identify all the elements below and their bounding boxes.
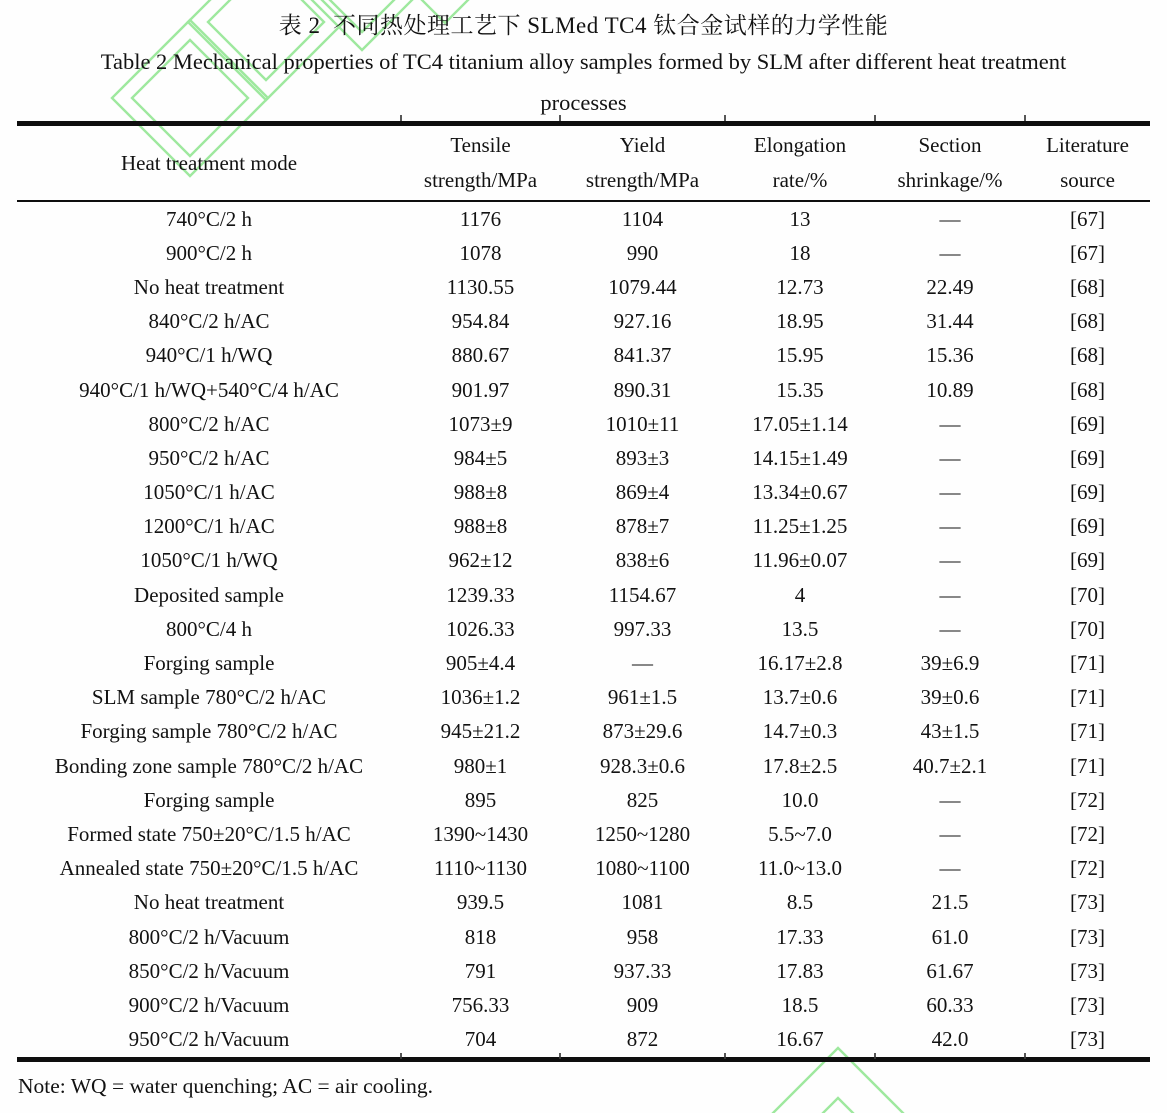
cell-section-shrinkage: 60.33 xyxy=(926,992,974,1017)
cell-literature-source: [73] xyxy=(1070,924,1105,949)
cell-tensile-strength: 1239.33 xyxy=(446,582,515,607)
cell-elongation-rate: 13 xyxy=(789,206,811,231)
mechanical-properties-table xyxy=(17,121,1150,1062)
table-row xyxy=(17,646,1150,680)
header-label: Heat treatment mode xyxy=(120,150,298,175)
cell-tensile-strength: 756.33 xyxy=(451,992,510,1017)
cell-elongation-rate: 17.05±1.14 xyxy=(752,411,848,436)
cell-literature-source: [69] xyxy=(1070,445,1105,470)
table-row xyxy=(17,817,1150,851)
cell-section-shrinkage: — xyxy=(939,411,961,436)
header-label: strength/MPa xyxy=(585,168,700,192)
cell-heat-treatment-mode: Annealed state 750±20°C/1.5 h/AC xyxy=(59,856,359,881)
cell-yield-strength: 1104 xyxy=(621,206,664,231)
cell-heat-treatment-mode: 800°C/4 h xyxy=(166,616,252,641)
table-row xyxy=(17,715,1150,749)
cell-yield-strength: 1079.44 xyxy=(608,274,677,299)
cell-heat-treatment-mode: 800°C/2 h/AC xyxy=(148,411,270,436)
cell-section-shrinkage: 10.89 xyxy=(926,377,974,402)
cell-section-shrinkage: — xyxy=(939,548,961,573)
table-footnote: Note: WQ = water quenching; AC = air cooling. xyxy=(18,1074,433,1098)
table-row xyxy=(17,886,1150,920)
cell-literature-source: [71] xyxy=(1070,719,1105,744)
cell-yield-strength: 873±29.6 xyxy=(602,719,683,744)
cell-literature-source: [71] xyxy=(1070,651,1105,676)
cell-tensile-strength: 905±4.4 xyxy=(445,651,516,676)
cell-section-shrinkage: 21.5 xyxy=(931,890,969,915)
cell-section-shrinkage: 61.0 xyxy=(931,924,969,949)
cell-elongation-rate: 11.96±0.07 xyxy=(752,548,848,573)
cell-section-shrinkage: 43±1.5 xyxy=(920,719,980,744)
cell-tensile-strength: 1036±1.2 xyxy=(440,685,521,710)
cell-heat-treatment-mode: Deposited sample xyxy=(134,582,284,607)
cell-literature-source: [67] xyxy=(1070,206,1105,231)
header-label: shrinkage/% xyxy=(897,168,1003,192)
cell-heat-treatment-mode: Forging sample xyxy=(143,651,275,676)
cell-yield-strength: 878±7 xyxy=(615,514,670,539)
cell-tensile-strength: 1073±9 xyxy=(448,411,513,436)
cell-literature-source: [69] xyxy=(1070,514,1105,539)
cell-heat-treatment-mode: 850°C/2 h/Vacuum xyxy=(128,958,290,983)
table-row xyxy=(17,441,1150,475)
cell-tensile-strength: 939.5 xyxy=(456,890,505,915)
cell-elongation-rate: 5.5~7.0 xyxy=(768,821,832,846)
col-header-yield-strength xyxy=(560,124,725,202)
cell-heat-treatment-mode: Bonding zone sample 780°C/2 h/AC xyxy=(54,753,364,778)
cell-yield-strength: 937.33 xyxy=(613,958,672,983)
table-row xyxy=(17,339,1150,373)
cell-heat-treatment-mode: 800°C/2 h/Vacuum xyxy=(128,924,290,949)
table-row xyxy=(17,201,1150,236)
cell-heat-treatment-mode: 950°C/2 h/Vacuum xyxy=(128,1027,290,1052)
cell-yield-strength: 838±6 xyxy=(615,548,670,573)
cell-literature-source: [73] xyxy=(1070,890,1105,915)
cell-tensile-strength: 818 xyxy=(464,924,497,949)
table-row xyxy=(17,305,1150,339)
cell-yield-strength: 1250~1280 xyxy=(594,821,691,846)
cell-section-shrinkage: — xyxy=(939,206,961,231)
table-row xyxy=(17,578,1150,612)
header-label: rate/% xyxy=(772,168,828,192)
cell-tensile-strength: 1078 xyxy=(459,240,502,265)
header-label: Tensile xyxy=(450,133,511,157)
table-row xyxy=(17,1023,1150,1060)
cell-section-shrinkage: 39±6.9 xyxy=(920,651,980,676)
cell-heat-treatment-mode: No heat treatment xyxy=(133,274,285,299)
cell-yield-strength: 1081 xyxy=(621,890,664,915)
rule-tick xyxy=(559,1053,561,1059)
cell-elongation-rate: 13.34±0.67 xyxy=(752,480,848,505)
cell-yield-strength: 958 xyxy=(626,924,659,949)
table-caption-english-line1: Table 2 Mechanical properties of TC4 titanium alloy samples formed by SLM after different heat treatment xyxy=(100,49,1067,74)
cell-elongation-rate: 15.35 xyxy=(776,377,824,402)
cell-literature-source: [72] xyxy=(1070,821,1105,846)
col-header-literature-source xyxy=(1025,124,1150,202)
header-label: source xyxy=(1060,168,1115,192)
cell-yield-strength: 1010±11 xyxy=(605,411,680,436)
cell-elongation-rate: 11.0~13.0 xyxy=(757,856,843,881)
cell-literature-source: [73] xyxy=(1070,992,1105,1017)
cell-tensile-strength: 901.97 xyxy=(451,377,510,402)
cell-yield-strength: 990 xyxy=(626,240,659,265)
cell-tensile-strength: 1176 xyxy=(459,206,502,231)
cell-section-shrinkage: — xyxy=(939,582,961,607)
table-row xyxy=(17,852,1150,886)
cell-yield-strength: 869±4 xyxy=(615,480,670,505)
table-row xyxy=(17,783,1150,817)
cell-tensile-strength: 1130.55 xyxy=(446,274,515,299)
cell-heat-treatment-mode: 950°C/2 h/AC xyxy=(148,445,270,470)
table-row xyxy=(17,612,1150,646)
cell-yield-strength: 893±3 xyxy=(615,445,670,470)
header-label: Elongation xyxy=(753,133,847,157)
cell-heat-treatment-mode: Forging sample 780°C/2 h/AC xyxy=(80,719,338,744)
cell-tensile-strength: 984±5 xyxy=(453,445,508,470)
cell-section-shrinkage: — xyxy=(939,480,961,505)
cell-yield-strength: 928.3±0.6 xyxy=(599,753,686,778)
cell-heat-treatment-mode: No heat treatment xyxy=(133,890,285,915)
cell-tensile-strength: 945±21.2 xyxy=(440,719,521,744)
cell-section-shrinkage: — xyxy=(939,856,961,881)
cell-elongation-rate: 18.95 xyxy=(776,309,824,334)
cell-tensile-strength: 962±12 xyxy=(448,548,513,573)
cell-literature-source: [69] xyxy=(1070,548,1105,573)
cell-elongation-rate: 18.5 xyxy=(781,992,819,1017)
rule-tick xyxy=(400,1053,402,1059)
cell-elongation-rate: 8.5 xyxy=(786,890,814,915)
table-row xyxy=(17,270,1150,304)
cell-elongation-rate: 14.7±0.3 xyxy=(762,719,838,744)
cell-elongation-rate: 18 xyxy=(789,240,811,265)
header-label: Yield xyxy=(619,133,666,157)
cell-yield-strength: 909 xyxy=(626,992,659,1017)
cell-section-shrinkage: — xyxy=(939,616,961,641)
table-row xyxy=(17,510,1150,544)
cell-elongation-rate: 10.0 xyxy=(781,787,819,812)
cell-literature-source: [72] xyxy=(1070,787,1105,812)
cell-literature-source: [68] xyxy=(1070,343,1105,368)
cell-heat-treatment-mode: Formed state 750±20°C/1.5 h/AC xyxy=(67,821,351,846)
cell-elongation-rate: 11.25±1.25 xyxy=(752,514,848,539)
cell-tensile-strength: 880.67 xyxy=(451,343,510,368)
cell-yield-strength: 890.31 xyxy=(613,377,672,402)
cell-literature-source: [68] xyxy=(1070,309,1105,334)
cell-tensile-strength: 988±8 xyxy=(453,480,508,505)
cell-section-shrinkage: — xyxy=(939,240,961,265)
table-row xyxy=(17,988,1150,1022)
col-header-elongation-rate xyxy=(725,124,875,202)
cell-yield-strength: 997.33 xyxy=(613,616,672,641)
cell-section-shrinkage: — xyxy=(939,445,961,470)
cell-literature-source: [67] xyxy=(1070,240,1105,265)
table-row xyxy=(17,920,1150,954)
cell-elongation-rate: 16.67 xyxy=(776,1027,824,1052)
cell-yield-strength: 872 xyxy=(626,1027,659,1052)
cell-tensile-strength: 988±8 xyxy=(453,514,508,539)
rule-tick xyxy=(874,1053,876,1059)
cell-literature-source: [71] xyxy=(1070,753,1105,778)
cell-literature-source: [73] xyxy=(1070,1027,1105,1052)
table-row xyxy=(17,407,1150,441)
col-header-tensile-strength xyxy=(401,124,560,202)
cell-yield-strength: 961±1.5 xyxy=(607,685,678,710)
cell-heat-treatment-mode: 940°C/1 h/WQ+540°C/4 h/AC xyxy=(79,377,339,402)
cell-section-shrinkage: 61.67 xyxy=(926,958,974,983)
cell-yield-strength: 927.16 xyxy=(613,309,672,334)
table-row xyxy=(17,236,1150,270)
table-row xyxy=(17,373,1150,407)
cell-literature-source: [69] xyxy=(1070,411,1105,436)
rule-tick xyxy=(724,1053,726,1059)
header-label: Literature xyxy=(1046,133,1129,157)
cell-yield-strength: — xyxy=(632,651,653,676)
cell-literature-source: [69] xyxy=(1070,480,1105,505)
cell-heat-treatment-mode: 740°C/2 h xyxy=(166,206,252,231)
table-caption-chinese: 表 2 不同热处理工艺下 SLMed TC4 钛合金试样的力学性能 xyxy=(278,13,889,38)
cell-heat-treatment-mode: 840°C/2 h/AC xyxy=(148,309,270,334)
cell-elongation-rate: 4 xyxy=(794,582,806,607)
cell-section-shrinkage: 31.44 xyxy=(926,309,974,334)
table-caption-english-line2: processes xyxy=(540,90,627,115)
cell-heat-treatment-mode: 1050°C/1 h/AC xyxy=(143,480,275,505)
cell-yield-strength: 841.37 xyxy=(613,343,672,368)
cell-tensile-strength: 1110~1130 xyxy=(433,856,528,881)
col-header-section-shrinkage xyxy=(875,124,1025,202)
cell-section-shrinkage: — xyxy=(939,787,961,812)
rule-tick xyxy=(1024,115,1026,121)
cell-section-shrinkage: — xyxy=(939,821,961,846)
table-row xyxy=(17,476,1150,510)
cell-literature-source: [68] xyxy=(1070,274,1105,299)
cell-literature-source: [70] xyxy=(1070,616,1105,641)
cell-elongation-rate: 13.5 xyxy=(781,616,819,641)
cell-yield-strength: 1154.67 xyxy=(608,582,677,607)
cell-literature-source: [72] xyxy=(1070,856,1105,881)
header-label: Section xyxy=(918,133,982,157)
cell-yield-strength: 1080~1100 xyxy=(595,856,690,881)
cell-tensile-strength: 791 xyxy=(464,958,497,983)
cell-yield-strength: 825 xyxy=(626,787,659,812)
cell-tensile-strength: 895 xyxy=(464,787,497,812)
cell-section-shrinkage: 15.36 xyxy=(926,343,974,368)
cell-elongation-rate: 17.8±2.5 xyxy=(762,753,838,778)
cell-elongation-rate: 17.83 xyxy=(776,958,824,983)
cell-elongation-rate: 12.73 xyxy=(776,274,824,299)
header-row xyxy=(17,124,1150,202)
cell-section-shrinkage: — xyxy=(939,514,961,539)
cell-elongation-rate: 13.7±0.6 xyxy=(762,685,838,710)
cell-section-shrinkage: 42.0 xyxy=(931,1027,969,1052)
cell-literature-source: [68] xyxy=(1070,377,1105,402)
cell-tensile-strength: 980±1 xyxy=(453,753,508,778)
cell-heat-treatment-mode: 900°C/2 h xyxy=(166,240,252,265)
rule-tick xyxy=(724,115,726,121)
rule-tick xyxy=(1024,1053,1026,1059)
cell-heat-treatment-mode: 1050°C/1 h/WQ xyxy=(140,548,278,573)
cell-elongation-rate: 14.15±1.49 xyxy=(752,445,848,470)
col-header-heat-treatment-mode xyxy=(17,124,401,202)
cell-heat-treatment-mode: 900°C/2 h/Vacuum xyxy=(128,992,290,1017)
cell-heat-treatment-mode: 1200°C/1 h/AC xyxy=(143,514,275,539)
cell-elongation-rate: 16.17±2.8 xyxy=(757,651,843,676)
rule-tick xyxy=(559,115,561,121)
table-container xyxy=(17,121,1150,1062)
header-label: strength/MPa xyxy=(423,168,538,192)
table-row xyxy=(17,954,1150,988)
cell-literature-source: [73] xyxy=(1070,958,1105,983)
cell-elongation-rate: 15.95 xyxy=(776,343,824,368)
rule-tick xyxy=(874,115,876,121)
cell-section-shrinkage: 22.49 xyxy=(926,274,974,299)
cell-heat-treatment-mode: 940°C/1 h/WQ xyxy=(145,343,273,368)
cell-heat-treatment-mode: Forging sample xyxy=(143,787,275,812)
cell-tensile-strength: 954.84 xyxy=(451,309,510,334)
cell-elongation-rate: 17.33 xyxy=(776,924,824,949)
cell-literature-source: [71] xyxy=(1070,685,1105,710)
cell-literature-source: [70] xyxy=(1070,582,1105,607)
cell-section-shrinkage: 40.7±2.1 xyxy=(912,753,988,778)
cell-tensile-strength: 1390~1430 xyxy=(432,821,529,846)
cell-heat-treatment-mode: SLM sample 780°C/2 h/AC xyxy=(91,685,327,710)
cell-tensile-strength: 704 xyxy=(464,1027,497,1052)
cell-section-shrinkage: 39±0.6 xyxy=(920,685,980,710)
cell-tensile-strength: 1026.33 xyxy=(446,616,515,641)
rule-tick xyxy=(400,115,402,121)
table-row xyxy=(17,749,1150,783)
table-row xyxy=(17,681,1150,715)
table-row xyxy=(17,544,1150,578)
